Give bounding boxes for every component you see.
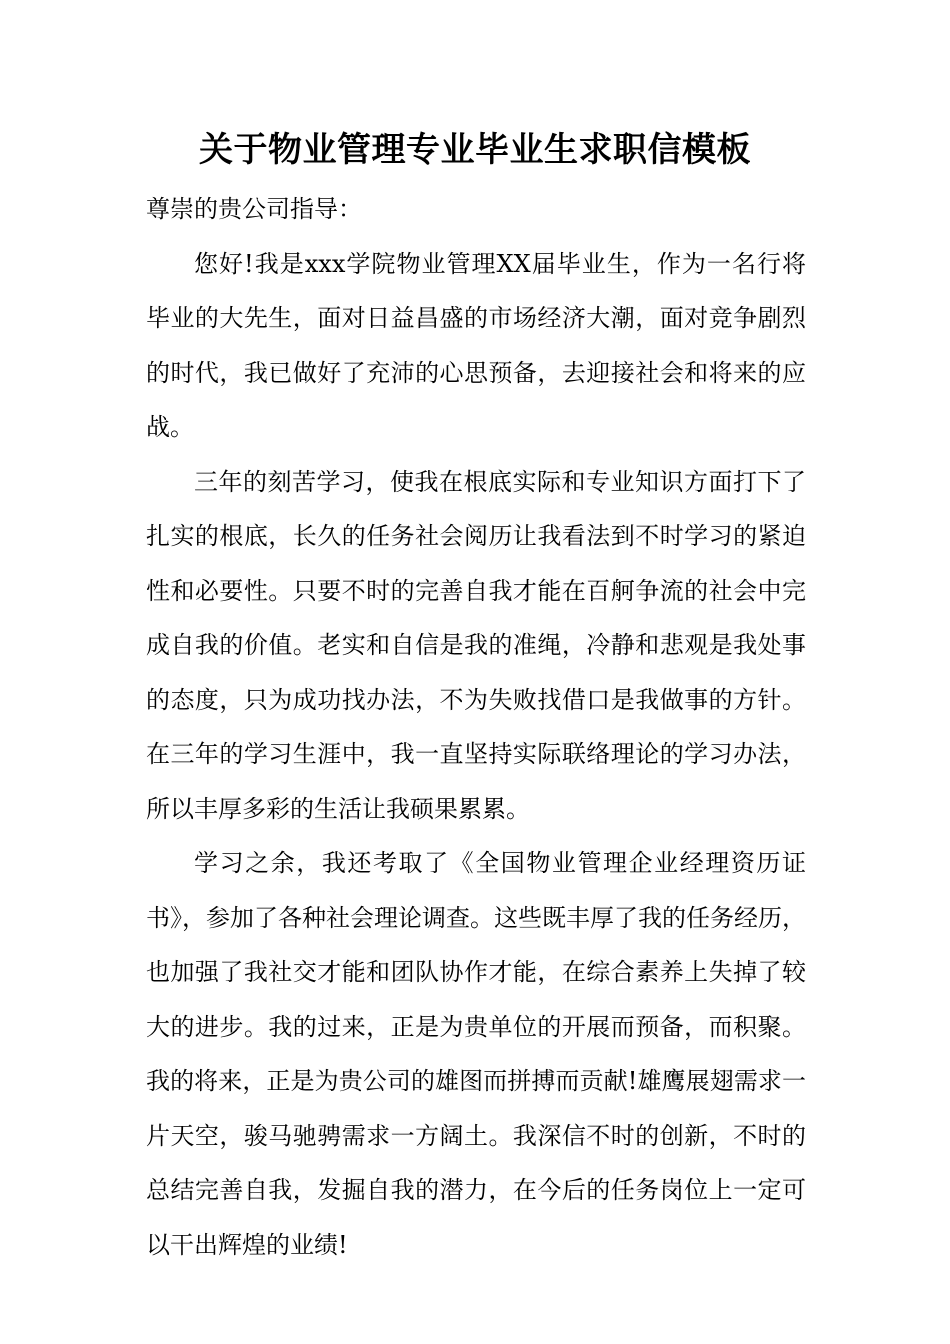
document-body	[146, 182, 806, 1272]
paragraph-1: 您好!我是xxx学院物业管理XX届毕业生，作为一名行将毕业的大先生，面对日益昌盛的市场经济大潮，面对竞争剧烈的时代，我已做好了充沛的心思预备，去迎接社会和将来的应战。	[146, 249, 806, 441]
salutation: 尊崇的贵公司指导：	[146, 195, 362, 223]
paragraph-3: 学习之余，我还考取了《全国物业管理企业经理资历证书》，参加了各种社会理论调查。这些既丰厚了我的任务经历，也加强了我社交才能和团队协作才能，在综合素养上失掉了较大的进步。我的过来，正是为贵单位的开展而预备，而积聚。我的将来，正是为贵公司的雄图而拼搏而贡献!雄鹰展翅需求一片天空，骏马驰骋需求一方阔土。我深信不时的创新，不时的总结完善自我，发掘自我的潜力，在今后的任务岗位上一定可以干出辉煌的业绩!	[146, 849, 806, 1259]
paragraph-2: 三年的刻苦学习，使我在根底实际和专业知识方面打下了扎实的根底，长久的任务社会阅历让我看法到不时学习的紧迫性和必要性。只要不时的完善自我才能在百舸争流的社会中完成自我的价值。老实和自信是我的准绳，冷静和悲观是我处事的态度，只为成功找办法，不为失败找借口是我做事的方针。在三年的学习生涯中，我一直坚持实际联络理论的学习办法，所以丰厚多彩的生活让我硕果累累。	[146, 467, 806, 823]
document-title: 关于物业管理专业毕业生求职信模板	[199, 130, 751, 170]
